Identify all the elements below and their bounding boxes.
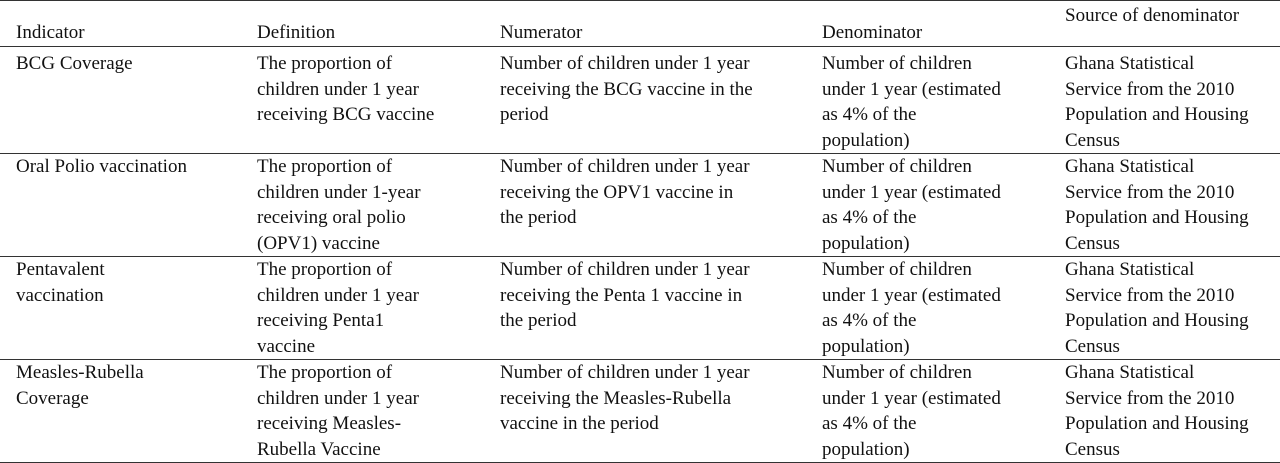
table-row: [0, 47, 1280, 154]
table-header-row: [0, 1, 1280, 47]
header-indicator: Indicator: [16, 22, 85, 43]
cell-indicator: Oral Polio vaccination: [16, 156, 187, 177]
cell-source: Ghana Statistical Service from the 2010 Population and Housing Census: [1065, 53, 1249, 151]
cell-definition: The proportion of children under 1 year receiving Measles- Rubella Vaccine: [257, 362, 419, 460]
cell-definition: The proportion of children under 1 year receiving Penta1 vaccine: [257, 259, 419, 357]
cell-denominator: Number of children under 1 year (estimated as 4% of the population): [822, 259, 1001, 357]
cell-numerator: Number of children under 1 year receiving the Penta 1 vaccine in the period: [500, 259, 750, 331]
cell-definition: The proportion of children under 1-year receiving oral polio (OPV1) vaccine: [257, 156, 421, 254]
cell-source: Ghana Statistical Service from the 2010 Population and Housing Census: [1065, 362, 1249, 460]
cell-denominator: Number of children under 1 year (estimated as 4% of the population): [822, 53, 1001, 151]
cell-source: Ghana Statistical Service from the 2010 Population and Housing Census: [1065, 156, 1249, 254]
header-source-of-denominator: Source of denominator: [1065, 5, 1240, 26]
cell-denominator: Number of children under 1 year (estimated as 4% of the population): [822, 156, 1001, 254]
header-numerator: Numerator: [500, 22, 583, 43]
table-row: [0, 257, 1280, 360]
cell-numerator: Number of children under 1 year receiving the Measles-Rubella vaccine in the period: [500, 362, 750, 434]
cell-numerator: Number of children under 1 year receiving the OPV1 vaccine in the period: [500, 156, 750, 228]
cell-indicator: Pentavalent vaccination: [16, 259, 105, 306]
cell-denominator: Number of children under 1 year (estimated as 4% of the population): [822, 362, 1001, 460]
cell-definition: The proportion of children under 1 year receiving BCG vaccine: [257, 53, 435, 125]
header-definition: Definition: [257, 22, 336, 43]
table-row: [0, 154, 1280, 257]
table-row: [0, 360, 1280, 463]
cell-indicator: Measles-Rubella Coverage: [16, 362, 144, 409]
cell-numerator: Number of children under 1 year receiving the BCG vaccine in the period: [500, 53, 753, 125]
header-denominator: Denominator: [822, 22, 923, 43]
cell-source: Ghana Statistical Service from the 2010 Population and Housing Census: [1065, 259, 1249, 357]
cell-indicator: BCG Coverage: [16, 53, 133, 74]
